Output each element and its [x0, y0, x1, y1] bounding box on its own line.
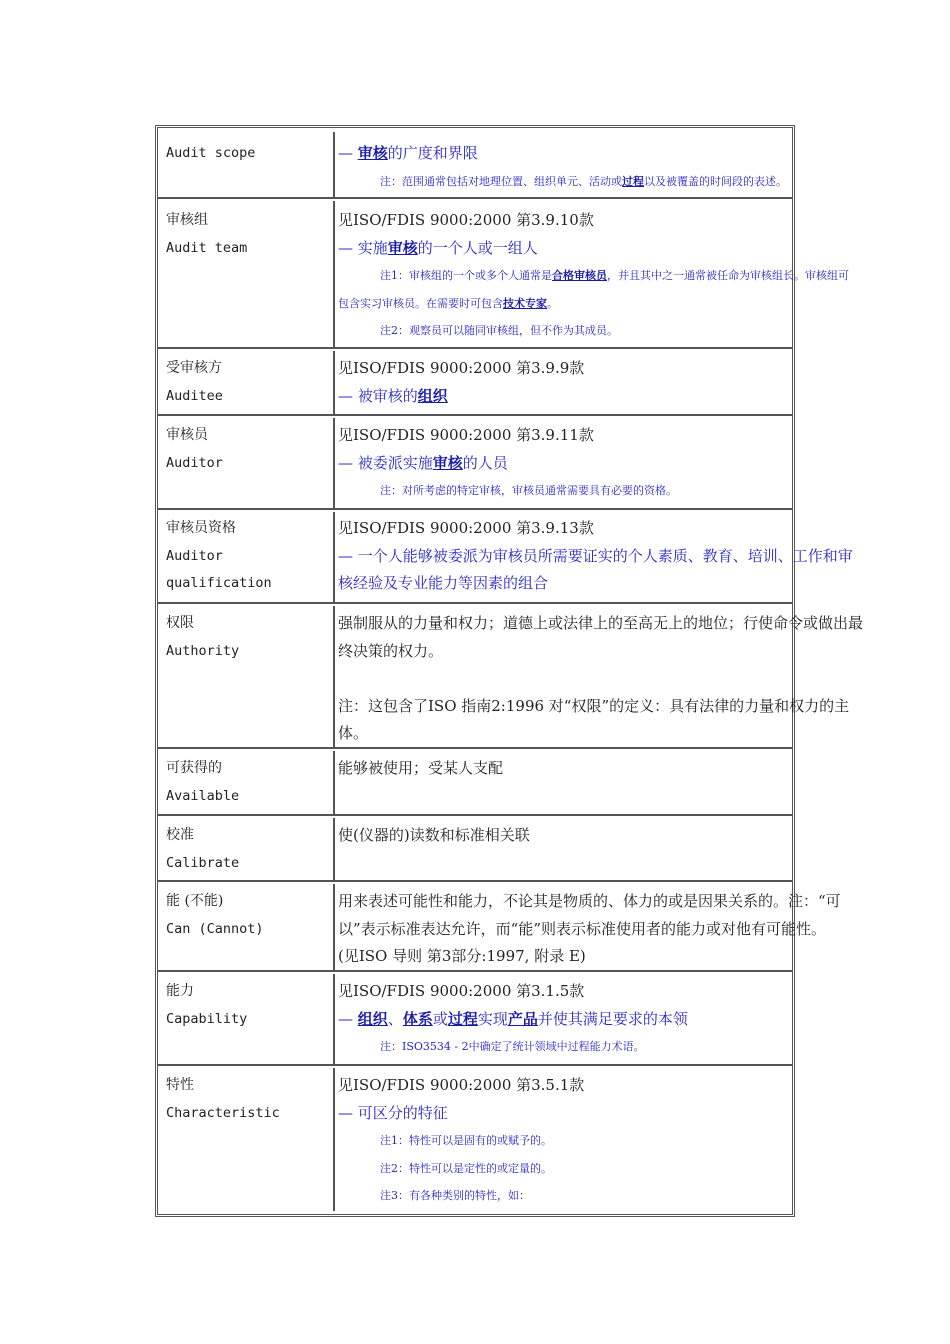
definition-line: — 审核的广度和界限	[338, 144, 478, 162]
term-link[interactable]: 体系	[402, 1009, 433, 1028]
definition-line: 注：这包含了ISO 指南2:1996 对“权限”的定义：具有法律的力量和权力的主	[338, 696, 850, 715]
definition-line: 体。	[338, 724, 369, 742]
term-cell	[166, 978, 331, 1033]
definition-cell	[338, 207, 908, 345]
reference: 见ISO/FDIS 9000:2000 第3.9.10款	[338, 211, 594, 229]
term-cell	[166, 515, 331, 598]
definition-line: 终决策的权力。	[338, 641, 444, 660]
table-row	[158, 818, 792, 882]
term-zh: 可获得的	[166, 760, 222, 776]
term-en: Can (Cannot)	[166, 920, 264, 937]
term-link[interactable]: 过程	[622, 174, 644, 188]
term-cell	[166, 1072, 331, 1127]
term-en: Characteristic	[166, 1104, 280, 1121]
note: 注：ISO3534 - 2中确定了统计领域中过程能力术语。	[380, 1040, 645, 1053]
term-link[interactable]: 组织	[417, 386, 448, 405]
term-en: Available	[166, 787, 240, 804]
table-row	[158, 884, 841, 972]
definition-cell	[338, 755, 908, 783]
table-row	[158, 201, 849, 349]
definition-cell	[338, 140, 908, 195]
term-zh: 能 (不能)	[166, 893, 224, 909]
term-en: Capability	[166, 1010, 248, 1027]
term-cell	[166, 140, 331, 168]
reference: 见ISO/FDIS 9000:2000 第3.9.13款	[338, 519, 594, 537]
definition-cell	[338, 422, 908, 505]
term-cell	[166, 355, 331, 410]
term-zh: 能力	[166, 983, 194, 999]
term-zh: 特性	[166, 1077, 194, 1093]
term-link[interactable]: 组织	[357, 1009, 388, 1028]
column-divider	[333, 751, 335, 814]
note: 注：范围通常包括对地理位置、组织单元、活动或过程以及被覆盖的时间段的表述。	[380, 174, 787, 188]
term-link[interactable]: 过程	[447, 1009, 478, 1028]
note: 包含实习审核员。在需要时可包含技术专家。	[338, 296, 558, 310]
definition-line: 使(仪器的)读数和标准相关联	[338, 826, 530, 844]
reference: 见ISO/FDIS 9000:2000 第3.5.1款	[338, 1076, 585, 1094]
definition-line: (见ISO 导则 第3部分:1997, 附录 E)	[338, 947, 586, 965]
note: 注：对所考虑的特定审核，审核员通常需要具有必要的资格。	[380, 484, 677, 497]
term-link[interactable]: 产品	[507, 1009, 538, 1028]
column-divider	[333, 974, 335, 1064]
column-divider	[333, 512, 335, 602]
definition-cell	[338, 888, 908, 971]
table-row	[158, 974, 792, 1066]
term-en: Authority	[166, 642, 240, 659]
definition-line: 核经验及专业能力等因素的组合	[338, 574, 549, 592]
column-divider	[333, 884, 335, 970]
term-cell	[166, 207, 331, 262]
term-en: Auditee	[166, 387, 223, 404]
term-zh: 审核员资格	[166, 520, 236, 536]
term-zh: 受审核方	[166, 360, 222, 376]
spacer	[338, 665, 908, 693]
column-divider	[333, 351, 335, 414]
term-zh: 校准	[166, 827, 194, 843]
term-en: Auditor	[166, 547, 223, 564]
note: 注1：特性可以是固有的或赋予的。	[380, 1134, 552, 1147]
definition-line: — 被委派实施审核的人员	[338, 453, 508, 472]
definition-line: 能够被使用；受某人支配	[338, 759, 504, 777]
term-en: Calibrate	[166, 854, 240, 871]
table-row	[158, 1068, 792, 1211]
term-cell	[166, 422, 331, 477]
term-en: qualification	[166, 575, 272, 591]
table-row	[158, 751, 792, 816]
term-link[interactable]: 审核	[387, 238, 418, 257]
term-link[interactable]: 审核	[432, 453, 463, 472]
term-link[interactable]: 审核	[357, 144, 388, 162]
table-row	[158, 351, 792, 416]
definition-line: 强制服从的力量和权力；道德上或法律上的至高无上的地位；行使命令或做出最	[338, 614, 864, 632]
definition-line: — 实施审核的一个人或一组人	[338, 238, 538, 257]
term-en: Auditor	[166, 454, 223, 471]
table-row	[158, 132, 792, 199]
reference: 见ISO/FDIS 9000:2000 第3.9.9款	[338, 359, 585, 377]
definition-cell	[338, 610, 908, 748]
note: 注1：审核组的一个或多个人通常是合格审核员，并且其中之一通常被任命为审核组长。审核组可	[380, 269, 849, 282]
definition-cell	[338, 355, 908, 410]
term-cell	[166, 822, 331, 877]
term-cell	[166, 888, 331, 943]
column-divider	[333, 818, 335, 880]
definition-cell	[338, 1072, 908, 1210]
term-cell	[166, 610, 331, 665]
table-row	[158, 512, 853, 604]
term-cell	[166, 755, 331, 810]
definition-cell	[338, 978, 908, 1061]
term-en: Audit scope	[166, 145, 256, 161]
note: 注2：观察员可以随同审核组，但不作为其成员。	[380, 324, 618, 337]
term-zh: 审核组	[166, 212, 208, 228]
definition-line: — 组织、体系或过程实现产品并使其满足要求的本领	[338, 1009, 688, 1028]
table-row	[158, 418, 792, 510]
glossary-table	[155, 125, 864, 1217]
reference: 见ISO/FDIS 9000:2000 第3.1.5款	[338, 982, 585, 1000]
note: 注2：特性可以是定性的或定量的。	[380, 1161, 552, 1175]
reference: 见ISO/FDIS 9000:2000 第3.9.11款	[338, 426, 594, 444]
definition-line: 以”表示标准表达允许，而“能”则表示标准使用者的能力或对他有可能性。	[338, 919, 827, 938]
definition-line: — 可区分的特征	[338, 1103, 448, 1122]
definition-cell	[338, 515, 908, 598]
term-zh: 权限	[166, 615, 194, 631]
term-link[interactable]: 技术专家	[503, 296, 547, 310]
column-divider	[333, 132, 335, 197]
column-divider	[333, 201, 335, 347]
definition-line: — 一个人能够被委派为审核员所需要证实的个人素质、教育、培训、工作和审	[338, 546, 853, 565]
term-zh: 审核员	[166, 427, 208, 443]
column-divider	[333, 418, 335, 508]
table-row	[158, 606, 864, 749]
term-en: Audit team	[166, 239, 248, 256]
term-link[interactable]: 合格审核员	[552, 269, 607, 282]
column-divider	[333, 1068, 335, 1211]
definition-cell	[338, 822, 908, 850]
definition-line: — 被审核的组织	[338, 386, 448, 405]
note: 注3：有各种类别的特性，如：	[380, 1189, 530, 1202]
column-divider	[333, 606, 335, 747]
definition-line: 用来表述可能性和能力，不论其是物质的、体力的或是因果关系的。注：“可	[338, 892, 841, 910]
